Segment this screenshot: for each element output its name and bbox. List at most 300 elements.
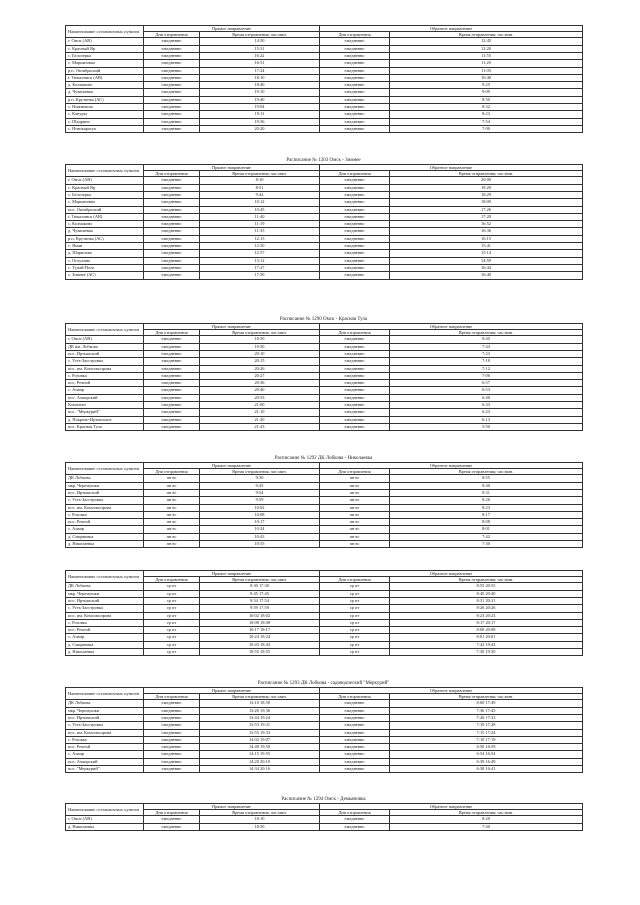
forward-days-cell: ежедневно [144,45,200,52]
table-row [66,243,583,250]
backward-time-cell: 8:55 20:55 [390,583,583,590]
table-row [66,343,583,350]
backward-time-cell: 8:50 [390,96,583,103]
days-header: Дни отправления [320,577,390,583]
forward-time-cell: 20:27 [200,372,320,379]
stop-name-cell: с. Розовка [66,619,144,626]
table-row [66,336,583,343]
table-row [66,235,583,242]
backward-days-cell: ежедневно [320,365,390,372]
backward-time-cell: 8:08 20:08 [390,627,583,634]
forward-days-cell: ср пт [144,634,200,641]
forward-days-cell: пн вс [144,475,200,482]
backward-days-cell: ср пт [320,619,390,626]
backward-time-cell: 7:40 [390,823,583,830]
backward-time-cell: 6:38 16:41 [390,766,583,773]
stop-name-cell: с. Розовка [66,372,144,379]
backward-days-cell: ежедневно [320,125,390,132]
backward-time-cell: 18:29 [390,192,583,199]
time-header: Время отправления; час:мин. [390,330,583,336]
forward-days-cell: ежедневно [144,118,200,125]
days-header: Дни отправления [144,469,200,475]
stop-column-header: Наименование остановочных пунктов [66,804,144,816]
forward-days-cell: ежедневно [144,736,200,743]
backward-days-cell: ежедневно [320,74,390,81]
time-header: Время отправления; час:мин. [390,171,583,177]
forward-days-cell: ежедневно [144,351,200,358]
stop-name-cell: ДК Лобкова [66,700,144,707]
stop-name-cell: с. Кануры [66,111,144,118]
forward-time-cell: 9:59 17:59 [200,605,320,612]
forward-time-cell: 20:15 [200,358,320,365]
stop-name-cell: пос. им. Комсомолрова [66,365,144,372]
backward-days-cell: пн вс [320,519,390,526]
days-header: Дни отправления [144,577,200,583]
forward-days-cell: ежедневно [144,758,200,765]
schedule-table [65,462,583,548]
table-row [66,111,583,118]
backward-direction-header: Обратное направление [320,688,583,694]
backward-direction-header: Обратное направление [320,463,583,469]
backward-days-cell: ежедневно [320,228,390,235]
forward-time-cell: 9:30 [200,475,320,482]
stop-name-cell: пос. Иртышский [66,490,144,497]
forward-direction-header: Прямое направление [144,165,320,171]
forward-days-cell: ежедневно [144,111,200,118]
schedule-section [65,18,582,133]
forward-days-cell: ежедневно [144,372,200,379]
forward-time-cell: 10:55 [200,541,320,548]
forward-time-cell: 10:45 [200,206,320,213]
stop-column-header: Наименование остановочных пунктов [66,571,144,583]
forward-direction-header: Прямое направление [144,26,320,32]
days-header: Дни отправления [144,810,200,816]
schedule-table [65,803,583,831]
backward-time-cell: 8:23 [390,504,583,511]
forward-time-cell: 9:45 [200,482,320,489]
backward-days-cell: пн вс [320,482,390,489]
time-header: Время отправления; час:мин. [200,577,320,583]
backward-days-cell: ежедневно [320,416,390,423]
forward-days-cell: ср пт [144,641,200,648]
backward-time-cell: 6:50 16:59 [390,744,583,751]
table-row [66,221,583,228]
table-row [66,590,583,597]
table-row [66,184,583,191]
table-row [66,619,583,626]
backward-days-cell: пн вс [320,504,390,511]
backward-days-cell: ежедневно [320,729,390,736]
forward-time-cell: 10:08 18:08 [200,619,320,626]
time-header: Время отправления; час:мин. [200,171,320,177]
schedule-table [65,25,583,133]
table-row [66,526,583,533]
backward-days-cell: ежедневно [320,751,390,758]
forward-time-cell: 20:36 [200,380,320,387]
backward-days-cell: ежедневно [320,823,390,830]
stop-name-cell: с. Ачаир [66,634,144,641]
table-row [66,722,583,729]
backward-days-cell: ежедневно [320,358,390,365]
forward-days-cell: ср пт [144,649,200,656]
forward-time-cell: 16:51 [200,60,320,67]
backward-time-cell: 15:41 [390,243,583,250]
table-row [66,766,583,773]
backward-time-cell: 8:32 [390,104,583,111]
backward-days-cell: ежедневно [320,104,390,111]
stop-name-cell: с. Белозерка [66,192,144,199]
forward-time-cell: 17:27 [200,264,320,271]
table-row [66,700,583,707]
backward-days-cell: ежедневно [320,766,390,773]
forward-time-cell: 9:42 [200,192,320,199]
backward-time-cell: 16:40 [390,272,583,279]
backward-time-cell: 7:42 19:42 [390,641,583,648]
forward-days-cell: ср пт [144,605,200,612]
stop-name-cell: с. Ачаир [66,751,144,758]
forward-time-cell: 20:20 [200,125,320,132]
table-row [66,729,583,736]
forward-time-cell: 10:24 [200,526,320,533]
forward-time-cell: 17:24 [200,67,320,74]
forward-time-cell: 17:50 [200,272,320,279]
days-header: Дни отправления [320,330,390,336]
backward-time-cell: 9:09 [390,89,583,96]
forward-days-cell: пн вс [144,541,200,548]
table-row [66,707,583,714]
backward-days-cell: ежедневно [320,243,390,250]
time-header: Время отправления; час:мин. [390,694,583,700]
schedule-title: Расписание № 1294 Омск - Демьяновка [281,797,366,802]
forward-days-cell: ежедневно [144,206,200,213]
backward-days-cell: ежедневно [320,82,390,89]
backward-time-cell: 8:23 20:23 [390,612,583,619]
backward-time-cell: 7:36 17:45 [390,707,583,714]
schedule-title: Расписание № 1203 Омск - Зимнее [286,158,361,163]
stop-name-cell: пос. Речной [66,519,144,526]
forward-time-cell: 19:11 [200,111,320,118]
forward-time-cell: 14:20 20:10 [200,758,320,765]
table-row [66,74,583,81]
forward-days-cell: ежедневно [144,213,200,220]
forward-days-cell: ежедневно [144,184,200,191]
forward-time-cell: 20:10 [200,351,320,358]
backward-time-cell: 8:08 [390,519,583,526]
backward-time-cell: 8:23 [390,111,583,118]
stop-name-cell: с. Ачаир [66,526,144,533]
forward-days-cell: ср пт [144,612,200,619]
table-row [66,758,583,765]
forward-time-cell: 11:40 [200,213,320,220]
schedule-section [65,680,582,773]
forward-days-cell: ежедневно [144,816,200,823]
forward-days-cell: ежедневно [144,358,200,365]
stop-name-cell: пос. Октябрьский [66,206,144,213]
backward-time-cell: 19:20 [390,184,583,191]
time-header: Время отправления; час:мин. [390,32,583,38]
table-row [66,387,583,394]
backward-time-cell: 5:50 [390,423,583,430]
forward-days-cell: ежедневно [144,707,200,714]
backward-days-cell: ежедневно [320,235,390,242]
forward-time-cell: 13:10 18:50 [200,700,320,707]
stop-column-header: Наименование остановочных пунктов [66,26,144,38]
forward-direction-header: Прямое направление [144,688,320,694]
forward-time-cell: 10:55 18:55 [200,649,320,656]
forward-days-cell: ежедневно [144,96,200,103]
schedule-section [65,563,582,656]
backward-days-cell: ежедневно [320,736,390,743]
days-header: Дни отправления [144,694,200,700]
schedule-table [65,687,583,773]
forward-time-cell: 12:15 [200,235,320,242]
table-row [66,649,583,656]
table-row [66,372,583,379]
table-row [66,192,583,199]
forward-direction-header: Прямое направление [144,571,320,577]
forward-days-cell: пн вс [144,533,200,540]
stop-name-cell: с. Нижнеиша [66,104,144,111]
backward-time-cell: 6:40 [390,394,583,401]
backward-time-cell: 8:31 20:31 [390,598,583,605]
backward-days-cell: ежедневно [320,700,390,707]
table-row [66,416,583,423]
table-row [66,497,583,504]
forward-time-cell: 18:50 [200,823,320,830]
stop-name-cell: с. Колмаково [66,221,144,228]
forward-time-cell: 19:04 [200,104,320,111]
forward-time-cell: 19:10 [200,89,320,96]
time-header: Время отправления; час:мин. [200,32,320,38]
backward-days-cell: ежедневно [320,184,390,191]
forward-time-cell: 13:44 19:24 [200,715,320,722]
backward-days-cell: ежедневно [320,343,390,350]
backward-days-cell: ежедневно [320,177,390,184]
stop-name-cell: пос. Иртышский [66,715,144,722]
stop-name-cell: р.п. Крутинка (АС) [66,96,144,103]
stop-name-cell: д. Колмаково [66,82,144,89]
backward-time-cell: 11:55 [390,53,583,60]
forward-time-cell: 12:57 [200,250,320,257]
backward-days-cell: ежедневно [320,38,390,45]
backward-time-cell: 7:26 17:33 [390,715,583,722]
backward-days-cell: пн вс [320,475,390,482]
table-row [66,511,583,518]
table-row [66,612,583,619]
backward-days-cell: ср пт [320,627,390,634]
schedule-table [65,164,583,280]
backward-days-cell: ежедневно [320,423,390,430]
backward-days-cell: ежедневно [320,380,390,387]
days-header: Дни отправления [320,32,390,38]
stop-column-header: Наименование остановочных пунктов [66,165,144,177]
forward-time-cell: 9:54 17:54 [200,598,320,605]
stop-column-header: Наименование остановочных пунктов [66,688,144,700]
backward-time-cell: 8:01 20:01 [390,634,583,641]
forward-time-cell: 20:53 [200,394,320,401]
table-row [66,533,583,540]
stop-name-cell: с. Розовка [66,736,144,743]
backward-days-cell: ср пт [320,583,390,590]
backward-time-cell: 7:15 17:24 [390,729,583,736]
backward-time-cell: 16:44 [390,264,583,271]
forward-time-cell: 8:10 [200,177,320,184]
forward-days-cell: ежедневно [144,722,200,729]
table-row [66,823,583,830]
backward-days-cell: пн вс [320,511,390,518]
forward-days-cell: ежедневно [144,243,200,250]
backward-time-cell: 6:53 [390,387,583,394]
forward-time-cell: 19:50 [200,343,320,350]
forward-days-cell: пн вс [144,504,200,511]
forward-time-cell: 11:19 [200,221,320,228]
days-header: Дни отправления [144,32,200,38]
stop-name-cell: пос. "Меркурий" [66,409,144,416]
backward-time-cell: 6:33 [390,402,583,409]
backward-days-cell: ежедневно [320,264,390,271]
backward-days-cell: ежедневно [320,351,390,358]
forward-days-cell: ежедневно [144,125,200,132]
stop-name-cell: пос. им. Комсомолрова [66,612,144,619]
stop-name-cell: г. Тюкалинск (АВ) [66,74,144,81]
forward-days-cell: ежедневно [144,365,200,372]
stop-name-cell: г. Омск (АВ) [66,336,144,343]
table-row [66,475,583,482]
backward-direction-header: Обратное направление [320,571,583,577]
forward-days-cell: ежедневно [144,250,200,257]
backward-time-cell: 6:57 [390,380,583,387]
stop-name-cell: д. Смирновка [66,533,144,540]
forward-time-cell: 16:22 [200,53,320,60]
forward-days-cell: ежедневно [144,53,200,60]
forward-time-cell: 21:00 [200,402,320,409]
table-row [66,250,583,257]
table-row [66,598,583,605]
backward-direction-header: Обратное направление [320,26,583,32]
stop-name-cell: д. Николаевка [66,541,144,548]
backward-days-cell: ежедневно [320,744,390,751]
backward-time-cell: 11:20 [390,60,583,67]
forward-days-cell: ежедневно [144,74,200,81]
table-row [66,541,583,548]
forward-time-cell: 9:59 [200,497,320,504]
stop-name-cell: с. Яман [66,243,144,250]
forward-days-cell: ежедневно [144,380,200,387]
backward-days-cell: ежедневно [320,199,390,206]
time-header: Время отправления; час:мин. [390,469,583,475]
stop-name-cell: с. Усть-Заостровка [66,358,144,365]
backward-time-cell: 7:23 [390,351,583,358]
forward-direction-header: Прямое направление [144,324,320,330]
schedule-section [65,316,582,431]
stop-name-cell: д. Смирновка [66,641,144,648]
backward-days-cell: ср пт [320,649,390,656]
backward-days-cell: ежедневно [320,372,390,379]
backward-time-cell: 16:36 [390,228,583,235]
schedule-section [65,157,582,280]
table-row [66,402,583,409]
table-row [66,53,583,60]
backward-time-cell: 10:40 [390,74,583,81]
forward-days-cell: пн вс [144,519,200,526]
backward-days-cell: ежедневно [320,111,390,118]
forward-time-cell: 14:15 19:55 [200,751,320,758]
stop-column-header: Наименование остановочных пунктов [66,324,144,336]
forward-days-cell: ежедневно [144,336,200,343]
backward-time-cell: 6:23 [390,409,583,416]
backward-days-cell: ежедневно [320,53,390,60]
backward-direction-header: Обратное направление [320,324,583,330]
days-header: Дни отправления [144,330,200,336]
forward-time-cell: 18:10 [200,74,320,81]
forward-time-cell: 10:12 [200,199,320,206]
forward-days-cell: ежедневно [144,67,200,74]
table-row [66,394,583,401]
schedule-title: Расписание № 1292 ДК Лобкова - Николаевка [274,456,373,461]
forward-days-cell: ежедневно [144,715,200,722]
backward-time-cell: 7:06 [390,372,583,379]
forward-time-cell: 13:26 19:36 [200,707,320,714]
days-header: Дни отправления [320,469,390,475]
forward-days-cell: ежедневно [144,192,200,199]
stop-name-cell: пос. Речной [66,744,144,751]
stop-name-cell: с. Розовка [66,511,144,518]
table-row [66,272,583,279]
stop-name-cell: с. Тупай-Поле [66,264,144,271]
schedule-title: Расписание № 1290 Омск - Красная Тула [279,317,368,322]
table-row [66,228,583,235]
table-row [66,199,583,206]
forward-days-cell: ежедневно [144,751,200,758]
stop-name-cell: д. Николаевка [66,823,144,830]
stop-name-cell: с. Оглухино [66,257,144,264]
forward-days-cell: пн вс [144,497,200,504]
forward-time-cell: 10:02 [200,504,320,511]
backward-time-cell: 15:14 [390,250,583,257]
table-row [66,519,583,526]
backward-time-cell: 7:19 17:28 [390,722,583,729]
forward-time-cell: 18:40 [200,82,320,89]
table-row [66,60,583,67]
forward-days-cell: ежедневно [144,82,200,89]
backward-time-cell: 17:26 [390,206,583,213]
backward-time-cell: 7:42 [390,533,583,540]
backward-time-cell: 8:17 [390,511,583,518]
backward-days-cell: ежедневно [320,816,390,823]
time-header: Время отправления; час:мин. [200,330,320,336]
backward-days-cell: ср пт [320,612,390,619]
forward-days-cell: пн вс [144,490,200,497]
table-row [66,490,583,497]
backward-time-cell: 14:59 [390,257,583,264]
backward-days-cell: ежедневно [320,96,390,103]
days-header: Дни отправления [144,171,200,177]
stop-name-cell: с. Новокарасук [66,125,144,132]
stop-name-cell: г. Тюкалинск (АВ) [66,213,144,220]
backward-time-cell: 18:00 [390,199,583,206]
table-row [66,583,583,590]
forward-time-cell: 19:36 [200,118,320,125]
stop-name-cell: д. Чувашевка [66,89,144,96]
backward-time-cell: 16:52 [390,221,583,228]
forward-days-cell: ежедневно [144,423,200,430]
forward-days-cell: ежедневно [144,766,200,773]
forward-time-cell: 8:51 [200,184,320,191]
forward-days-cell: ср пт [144,627,200,634]
backward-time-cell: 12:45 [390,38,583,45]
stop-name-cell: д. Чувашевка [66,228,144,235]
forward-days-cell: пн вс [144,482,200,489]
